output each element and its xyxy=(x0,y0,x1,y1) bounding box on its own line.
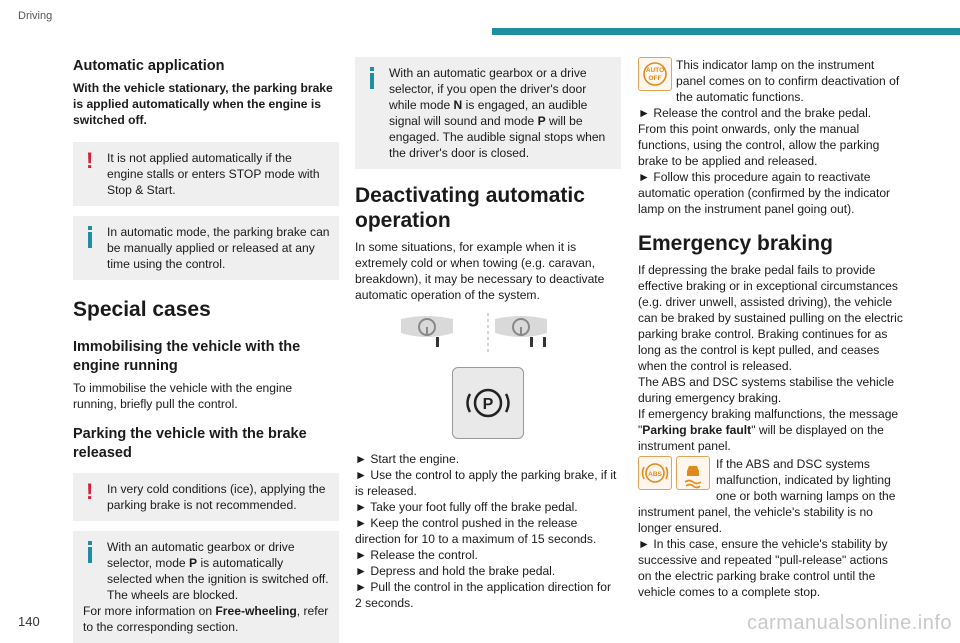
step-item: ► Use the control to apply the parking brake, if it is released. xyxy=(355,468,617,498)
off-icon-label: OFF xyxy=(648,75,662,82)
dsc-lamp-icon xyxy=(676,456,710,490)
info-note-gearbox: With an automatic gearbox or drive selector, mode P is automatically selected when the ignition is switched off. The wheels are blocked. For more information on Free-wheeling, refer to the corresponding section. xyxy=(73,531,339,643)
step-item: ► Take your foot fully off the brake pedal. xyxy=(355,500,578,514)
auto-off-lamp-block xyxy=(638,57,904,105)
step-item: ► Release the control. xyxy=(355,548,478,562)
abs-dsc-text: The ABS and DSC systems stabilise the vehicle during emergency braking. xyxy=(638,375,895,405)
steering-wheel-illustration xyxy=(355,311,621,357)
steering-wheel-left-icon xyxy=(401,316,453,347)
svg-text:P: P xyxy=(482,396,494,413)
automatic-application-text: With the vehicle stationary, the parking brake is applied automatically when the engine is switched off. xyxy=(73,81,333,127)
step-ensure: ► In this case, ensure the vehicle's stability by successive and repeated "pull-release" actions on the electric parking brake control until the vehicle comes to a complete stop. xyxy=(638,537,888,599)
malfunction-text: If the ABS and DSC systems malfunction, indicated by lighting one or both warning lamps on the instrument panel, the vehicle's stability is no longer ensured. xyxy=(638,457,896,535)
parking-brake-icon xyxy=(453,368,523,438)
free-wheeling-link: Free-wheeling xyxy=(215,604,297,618)
warning-icon: ! xyxy=(86,148,94,173)
step-follow: ► Follow this procedure again to reactivate automatic operation (confirmed by the indicator lamp on the instrument panel going out). xyxy=(638,170,891,216)
warning-note-cold: ! In very cold conditions (ice), applying the parking brake is not recommended. xyxy=(73,473,339,521)
info-icon xyxy=(370,67,374,89)
warning-note-stall: ! It is not applied automatically if the engine stalls or enters STOP mode with Stop & Start. xyxy=(73,142,339,206)
parking-released-heading: Parking the vehicle with the brake released xyxy=(73,426,307,461)
step-item: ► Pull the control in the application direction for 2 seconds. xyxy=(355,580,612,610)
emergency-text: If depressing the brake pedal fails to provide effective braking or in exceptional circumstances (e.g. driver unwell, assisted driving), the vehicle can be braked by sustained pulling on the electric parking brake control. Braking continues for as long as the control is kept pulled, and ceases when the control is released. xyxy=(638,263,903,373)
info-note-door: With an automatic gearbox or a drive selector, if you open the driver's door while mode N is engaged, an audible signal will sound and mode P will be engaged. The audible signal stops when the driver's door is closed. xyxy=(355,57,621,169)
steering-wheel-icons xyxy=(355,311,621,357)
fault-message-text: If emergency braking malfunctions, the message "Parking brake fault" will be displayed on the instrument panel. xyxy=(638,407,899,453)
abs-icon-label: ABS xyxy=(648,471,662,478)
auto-icon-label: AUTO xyxy=(645,67,665,74)
info-note-manual: In automatic mode, the parking brake can be manually applied or released at any time using the control. xyxy=(73,216,339,280)
step-release: ► Release the control and the brake pedal. xyxy=(638,106,872,120)
column-1 xyxy=(73,54,339,643)
lamp-text: This indicator lamp on the instrument panel comes on to confirm deactivation of the automatic functions. xyxy=(676,58,900,104)
header-accent-bar xyxy=(492,28,960,35)
warning-icon: ! xyxy=(86,479,94,504)
steering-wheel-right-icon xyxy=(495,316,547,347)
info-icon xyxy=(88,226,92,248)
immobilising-heading: Immobilising the vehicle with the engine running xyxy=(73,339,301,374)
auto-off-lamp-icon xyxy=(638,57,672,91)
abs-lamp-icon xyxy=(638,456,672,490)
deactivating-text: In some situations, for example when it is extremely cold or when towing (e.g. caravan, breakdown), it may be necessary to deactivate automatic operation of the system. xyxy=(355,240,605,302)
emergency-braking-heading: Emergency braking xyxy=(638,232,833,255)
info-icon xyxy=(88,541,92,563)
deactivation-steps xyxy=(355,451,621,611)
column-3 xyxy=(638,54,904,600)
deactivating-heading: Deactivating automatic operation xyxy=(355,184,585,232)
parking-brake-button-illustration xyxy=(452,367,524,439)
column-2 xyxy=(355,54,621,611)
abs-dsc-lamp-block xyxy=(638,456,904,536)
page-number: 140 xyxy=(18,614,40,629)
watermark: carmanualsonline.info xyxy=(746,612,952,634)
automatic-application-heading: Automatic application xyxy=(73,58,225,74)
immobilising-text: To immobilise the vehicle with the engine running, briefly pull the control. xyxy=(73,381,293,411)
step-item: ► Depress and hold the brake pedal. xyxy=(355,564,556,578)
running-header: Driving xyxy=(18,10,53,22)
manual-functions-text: From this point onwards, only the manual functions, using the control, allow the parking brake to be applied and released. xyxy=(638,122,880,168)
step-item: ► Keep the control pushed in the release direction for 10 to a maximum of 15 seconds. xyxy=(355,516,597,546)
step-item: ► Start the engine. xyxy=(355,452,460,466)
special-cases-heading: Special cases xyxy=(73,298,211,321)
